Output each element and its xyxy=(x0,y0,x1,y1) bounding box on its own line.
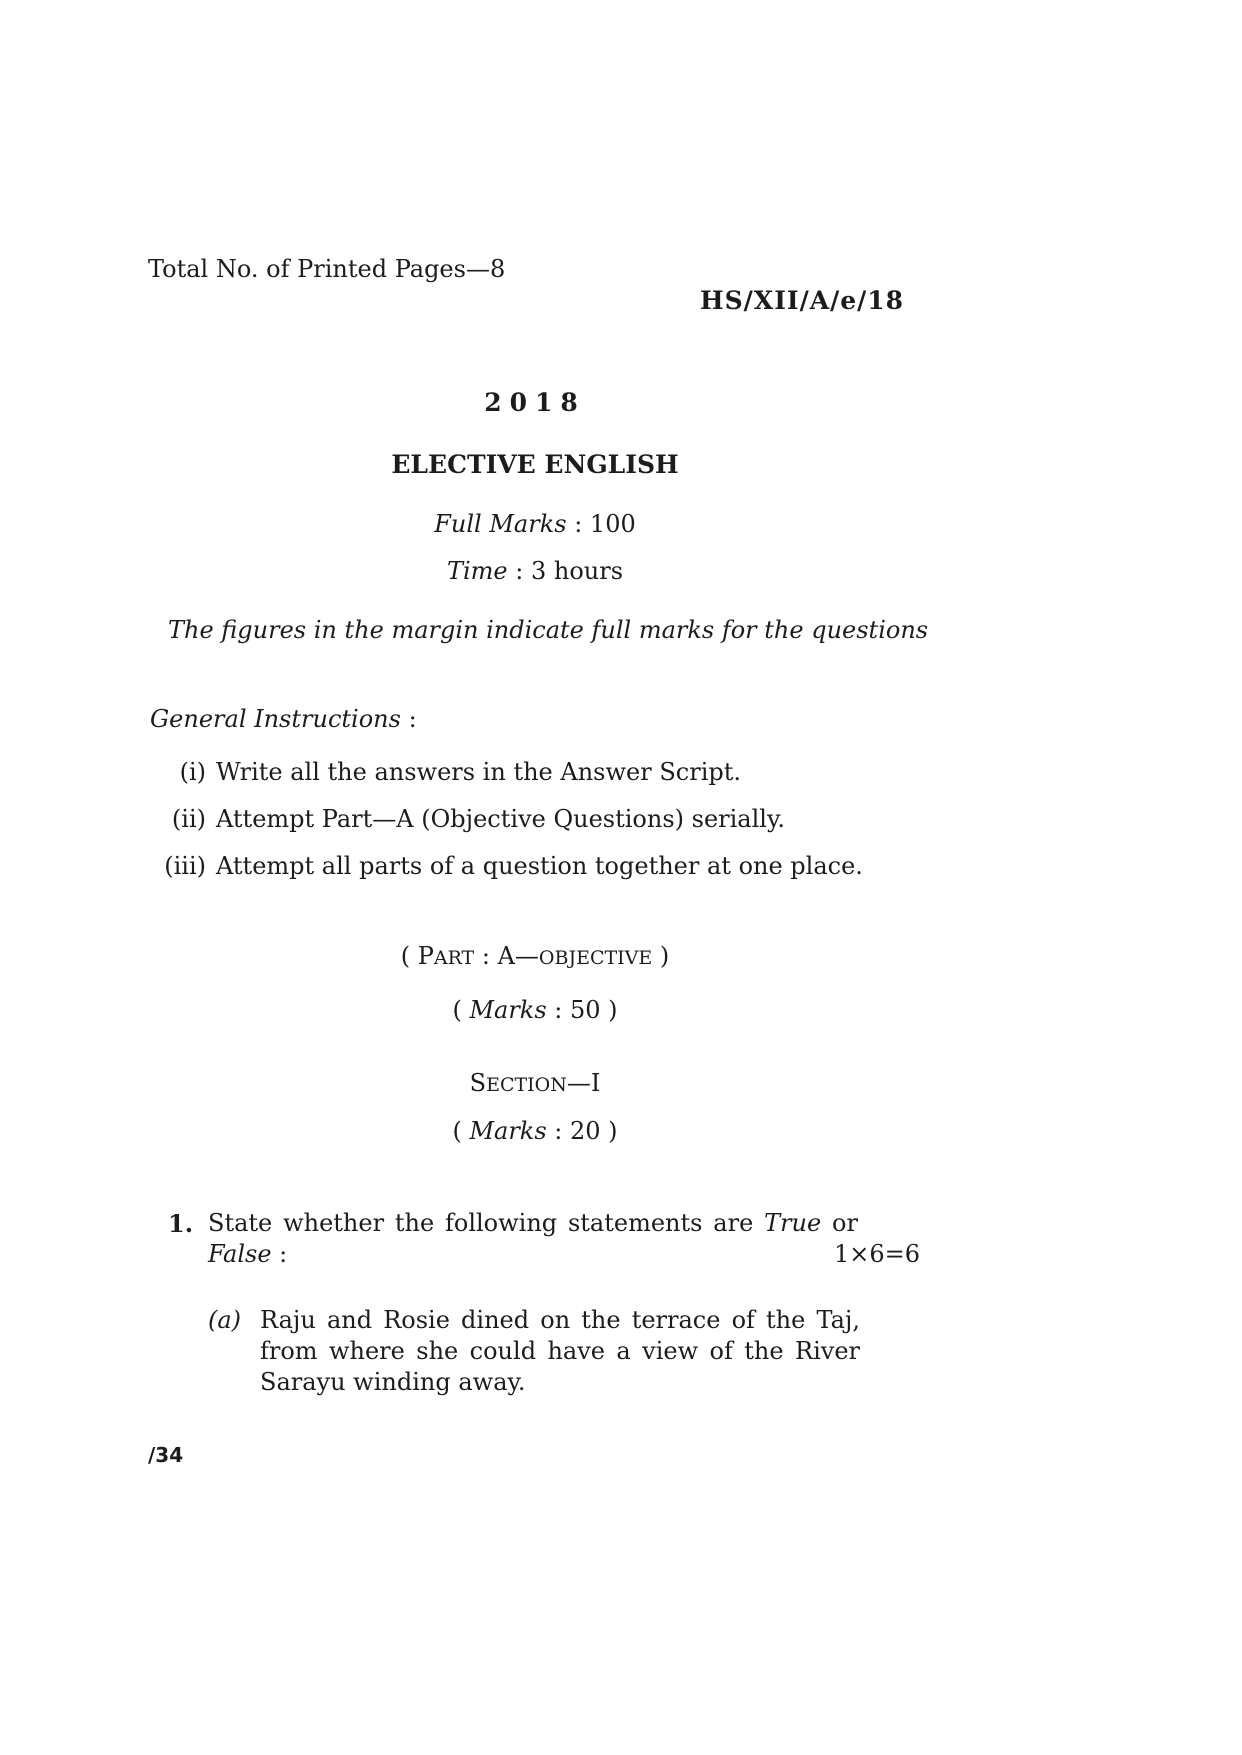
exam-time xyxy=(0,557,1070,585)
question-word-true: True xyxy=(764,1209,822,1237)
margin-note: The figures in the margin indicate full marks for the questions xyxy=(168,616,929,644)
section-1-marks-label: Marks xyxy=(469,1117,547,1145)
full-marks-label: Full Marks xyxy=(434,510,567,538)
question-word: or xyxy=(832,1209,858,1237)
part-a-marks-label: Marks xyxy=(469,996,547,1024)
part-a-objective-small: OBJECTIVE xyxy=(538,947,653,969)
part-label: (a) xyxy=(208,1306,242,1334)
question-word: the xyxy=(394,1209,435,1237)
general-instructions-heading xyxy=(150,705,417,733)
question-text xyxy=(208,1208,920,1270)
general-instructions-label: General Instructions xyxy=(150,705,401,733)
page-code: /34 xyxy=(148,1443,184,1467)
subject-title: ELECTIVE ENGLISH xyxy=(391,450,679,479)
section-1-s: S xyxy=(469,1069,487,1097)
question-number: 1. xyxy=(168,1209,194,1238)
full-marks-value: : 100 xyxy=(566,510,636,538)
question-line-1 xyxy=(208,1208,858,1239)
section-1-suffix: —I xyxy=(566,1069,601,1097)
question-false-colon: : xyxy=(271,1240,288,1268)
time-value: : 3 hours xyxy=(507,557,624,585)
part-text: Raju and Rosie dined on the terrace of the Taj, from where she could have a view of the River Sarayu winding away. xyxy=(260,1306,860,1396)
full-marks xyxy=(0,510,1070,538)
question-1 xyxy=(168,1208,920,1270)
question-word: are xyxy=(713,1209,754,1237)
instruction-item xyxy=(150,852,950,880)
part-a-mid: : A— xyxy=(474,942,539,970)
instruction-number: (i) xyxy=(179,758,206,786)
question-1-part-a xyxy=(208,1305,860,1398)
printed-pages-count: Total No. of Printed Pages—8 xyxy=(148,255,506,283)
part-a-part-small: ART xyxy=(433,947,475,969)
part-a-marks xyxy=(0,996,1070,1024)
instruction-number: (iii) xyxy=(164,852,206,880)
instruction-number: (ii) xyxy=(171,805,206,833)
instruction-item xyxy=(150,805,950,833)
question-marks: 1×6=6 xyxy=(833,1240,920,1268)
part-a-close: ) xyxy=(652,942,670,970)
question-false-group xyxy=(208,1239,287,1270)
paper-code: HS/XII/A/e/18 xyxy=(700,286,905,315)
instruction-text: Write all the answers in the Answer Script. xyxy=(216,758,741,786)
question-line-2 xyxy=(208,1239,920,1270)
section-1-marks-open: ( xyxy=(452,1117,470,1145)
instruction-text: Attempt Part—A (Objective Questions) serially. xyxy=(216,805,785,833)
section-1-marks-value: : 20 ) xyxy=(546,1117,618,1145)
part-a-open: ( P xyxy=(400,942,434,970)
general-instructions-colon: : xyxy=(400,705,417,733)
exam-year: 2018 xyxy=(484,388,586,417)
part-a-marks-value: : 50 ) xyxy=(546,996,618,1024)
part-a-heading xyxy=(0,942,1070,970)
question-word-false: False xyxy=(208,1240,272,1268)
part-a-marks-open: ( xyxy=(452,996,470,1024)
question-word: following xyxy=(444,1209,558,1237)
section-1-marks xyxy=(0,1117,1070,1145)
instruction-text: Attempt all parts of a question together at one place. xyxy=(216,852,863,880)
question-word: statements xyxy=(567,1209,703,1237)
section-1-heading xyxy=(0,1069,1070,1097)
question-word: State xyxy=(208,1209,273,1237)
time-label: Time xyxy=(446,557,508,585)
instruction-item xyxy=(150,758,950,786)
section-1-ection: ECTION xyxy=(486,1074,567,1096)
question-word: whether xyxy=(283,1209,385,1237)
